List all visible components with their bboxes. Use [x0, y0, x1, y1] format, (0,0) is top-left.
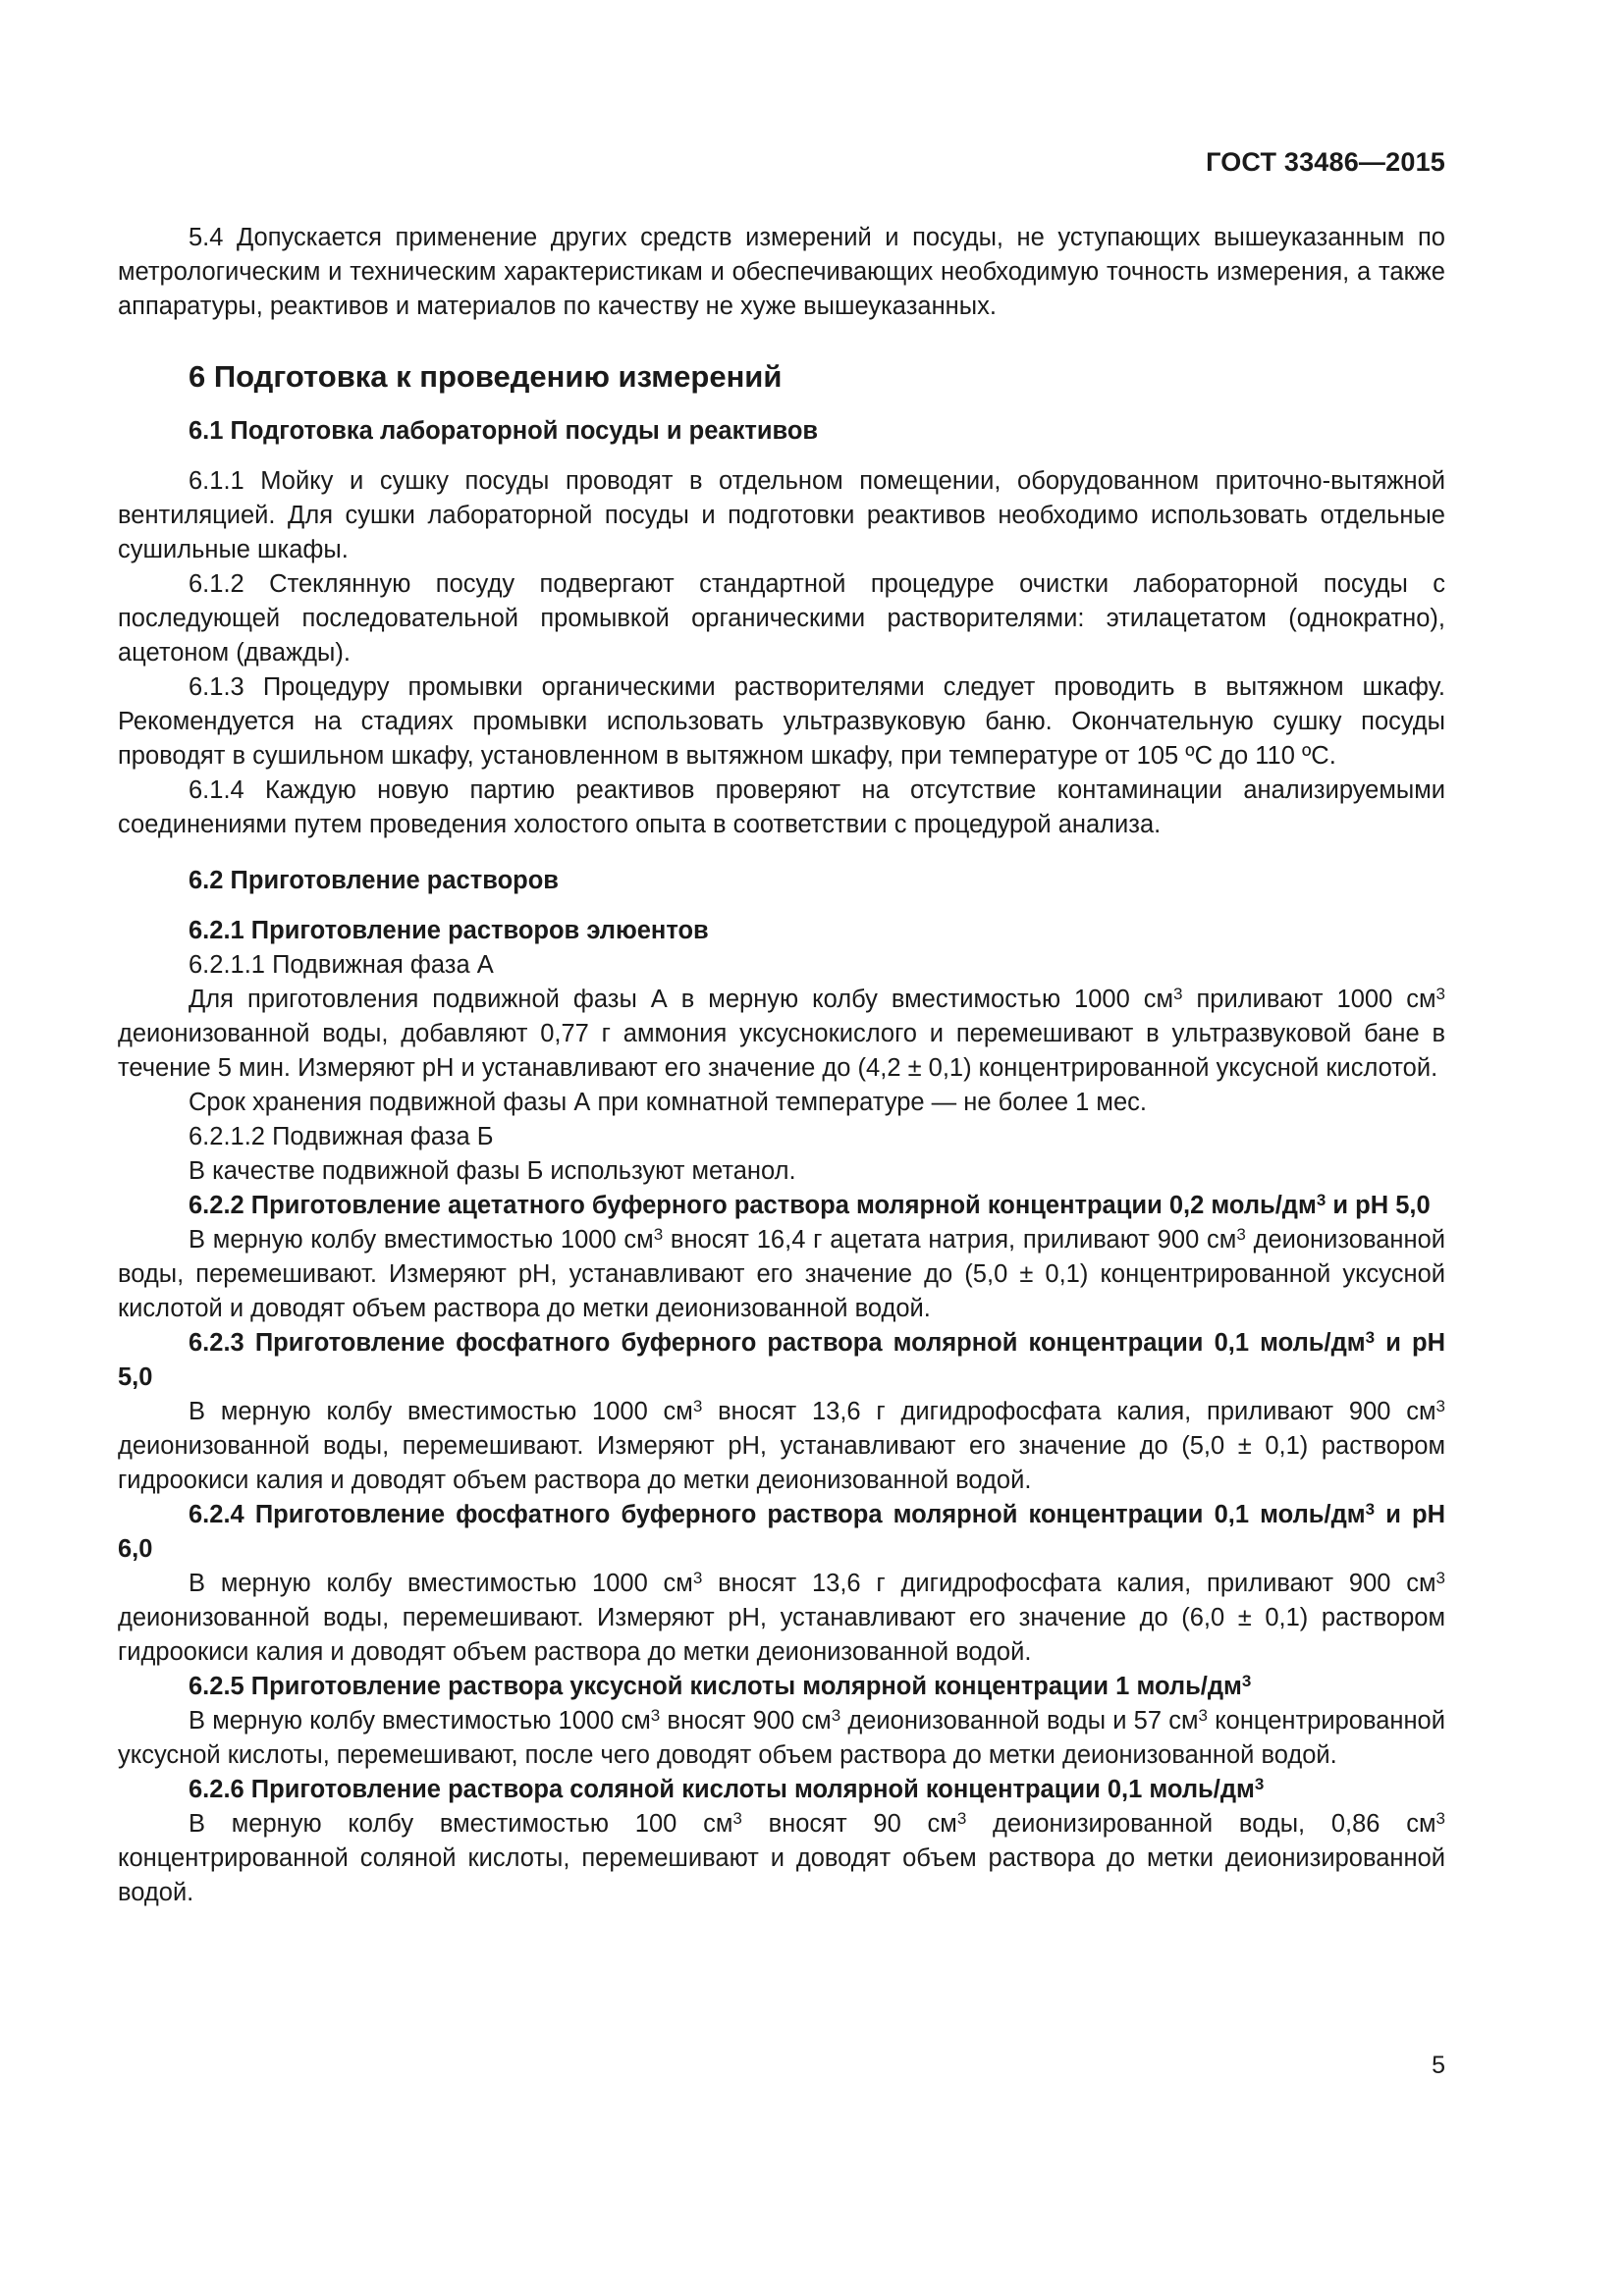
subsection-6-2-1-1-title: 6.2.1.1 Подвижная фаза А — [189, 951, 494, 979]
paragraph-6-2-1-1-a: Для приготовления подвижной фазы А в мерную колбу вместимостью 1000 $см^3$ приливают 1000 $см^3$ деионизованной воды, добавляют 0,77 г аммония уксуснокислого и перемешивают в ультразвуковой бане в течение 5 мин. Измеряют рН и устанавливают его значение до (4,2 ± 0,1) концентрированной уксусной кислотой. — [118, 985, 1445, 1082]
paragraph-6-1-2: 6.1.2 Стеклянную посуду подвергают стандартной процедуре очистки лабораторной посуды с последующей последовательной промывкой органическими растворителями: этилацетатом (однократно), ацетоном (дважды). — [118, 570, 1445, 667]
paragraph-6-1-4: 6.1.4 Каждую новую партию реактивов проверяют на отсутствие контаминации анализируемыми соединениями путем проведения холостого опыта в соответствии с процедурой анализа. — [118, 776, 1445, 838]
section-6-2-6-heading: 6.2.6 Приготовление раствора соляной кислоты молярной концентрации 0,1 моль/$дм^3$ — [189, 1775, 1265, 1803]
section-6-2-heading: 6.2 Приготовление растворов — [189, 867, 559, 894]
paragraph-6-2-5: В мерную колбу вместимостью 1000 $см^3$ вносят 900 $см^3$ деионизованной воды и 57 $см^3$ концентрированной уксусной кислоты, перемешивают, после чего доводят объем раствора до метки деионизованной водой. — [118, 1706, 1445, 1769]
paragraph-6-2-6: В мерную колбу вместимостью 100 $см^3$ вносят 90 $см^3$ деионизированной воды, 0,86 $см^3$ концентрированной соляной кислоты, перемешивают и доводят объем раствора до метки деионизированной водой. — [118, 1809, 1445, 1906]
paragraph-6-2-2: В мерную колбу вместимостью 1000 $см^3$ вносят 16,4 г ацетата натрия, приливают 900 $см^3$ деионизованной воды, перемешивают. Измеряют рН, устанавливают его значение до (5,0 ± 0,1) концентрированной уксусной кислотой и доводят объем раствора до метки деионизованной водой. — [118, 1225, 1446, 1322]
paragraph-6-2-1-1-b: Срок хранения подвижной фазы А при комнатной температуре — не более 1 мес. — [189, 1089, 1147, 1116]
section-6-2-3-heading: 6.2.3 Приготовление фосфатного буферного раствора молярной концентрации 0,1 моль/$дм^3$ и рН 5,0 — [118, 1328, 1445, 1391]
section-6-2-2-heading: 6.2.2 Приготовление ацетатного буферного раствора молярной концентрации 0,2 моль/$дм^3$ и рН 5,0 — [189, 1191, 1431, 1219]
section-6-heading: 6 Подготовка к проведению измерений — [189, 359, 783, 394]
paragraph-6-2-4: В мерную колбу вместимостью 1000 $см^3$ вносят 13,6 г дигидрофосфата калия, приливают 900 $см^3$ деионизованной воды, перемешивают. Измеряют рН, устанавливают его значение до (6,0 ± 0,1) раствором гидроокиси калия и доводят объем раствора до метки деионизованной водой. — [118, 1569, 1445, 1666]
subsection-6-2-1-2-title: 6.2.1.2 Подвижная фаза Б — [189, 1123, 494, 1150]
paragraph-6-2-3: В мерную колбу вместимостью 1000 $см^3$ вносят 13,6 г дигидрофосфата калия, приливают 900 $см^3$ деионизованной воды, перемешивают. Измеряют рН, устанавливают его значение до (5,0 ± 0,1) раствором гидроокиси калия и доводят объем раствора до метки деионизованной водой. — [118, 1397, 1445, 1494]
section-6-2-5-heading: 6.2.5 Приготовление раствора уксусной кислоты молярной концентрации 1 моль/$дм^3$ — [189, 1672, 1252, 1700]
section-6-2-4-heading: 6.2.4 Приготовление фосфатного буферного раствора молярной концентрации 0,1 моль/$дм^3$ и рН 6,0 — [118, 1500, 1445, 1563]
document-code-header: ГОСТ 33486—2015 — [1206, 147, 1445, 177]
page-number: 5 — [1432, 2052, 1445, 2079]
section-6-1-heading: 6.1 Подготовка лабораторной посуды и реактивов — [189, 417, 819, 445]
paragraph-6-1-3: 6.1.3 Процедуру промывки органическими растворителями следует проводить в вытяжном шкафу. Рекомендуется на стадиях промывки использовать ультразвуковую баню. Окончательную сушку посуды проводят в сушильном шкафу, установленном в вытяжном шкафу, при температуре от 105 ºС до 110 ºС. — [118, 673, 1445, 770]
page-content — [118, 221, 1445, 1910]
paragraph-5-4: 5.4 Допускается применение других средств измерений и посуды, не уступающих вышеуказанным по метрологическим и техническим характеристикам и обеспечивающих необходимую точность измерения, а также аппаратуры, реактивов и материалов по качеству не хуже вышеуказанных. — [118, 224, 1445, 320]
section-6-2-1-heading: 6.2.1 Приготовление растворов элюентов — [189, 917, 709, 944]
paragraph-6-2-1-2: В качестве подвижной фазы Б используют метанол. — [189, 1157, 796, 1185]
paragraph-6-1-1: 6.1.1 Мойку и сушку посуды проводят в отдельном помещении, оборудованном приточно-вытяжной вентиляцией. Для сушки лабораторной посуды и подготовки реактивов необходимо использовать отдельные сушильные шкафы. — [118, 467, 1445, 563]
